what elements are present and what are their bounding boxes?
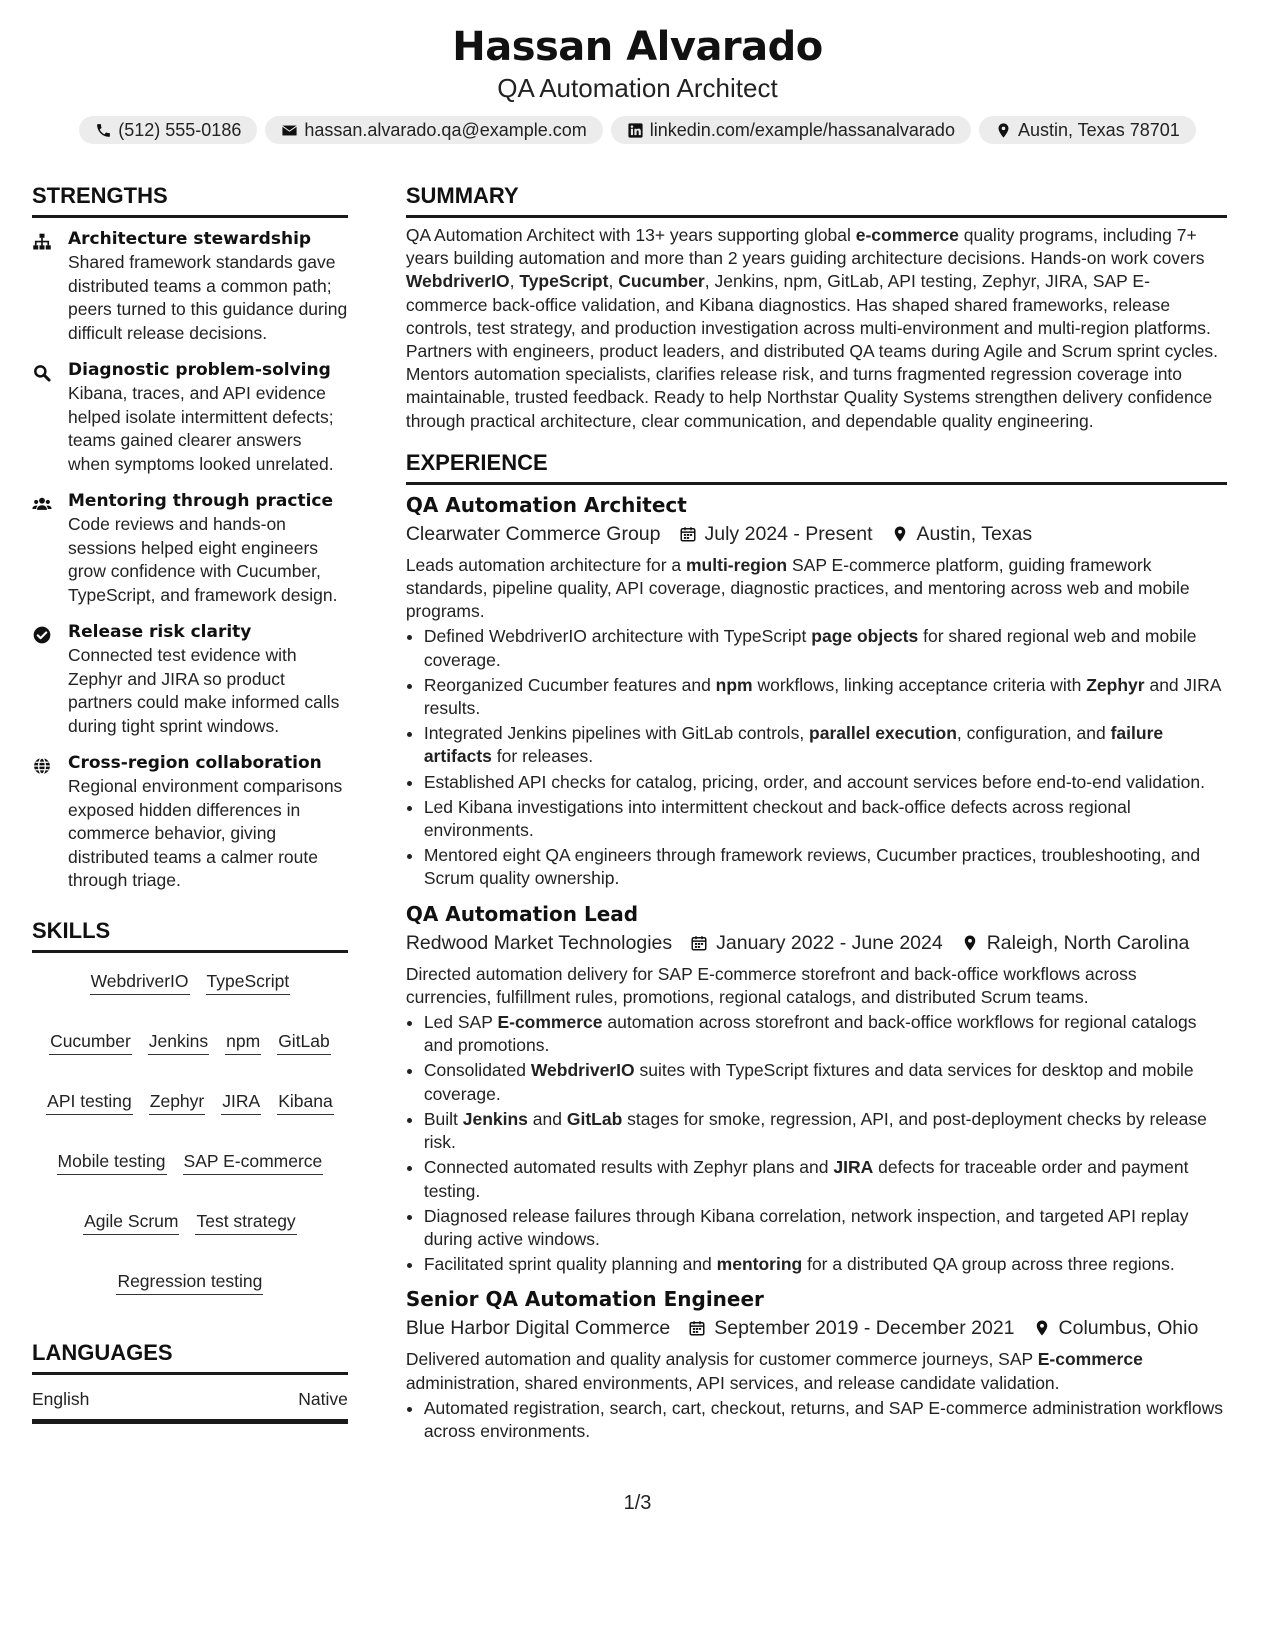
job-meta — [406, 930, 1227, 956]
job-title: QA Automation Architect — [405, 492, 687, 517]
strength-item — [32, 228, 348, 345]
skill-tag: API testing — [46, 1089, 133, 1115]
job-description: Directed automation delivery for SAP E-commerce storefront and back-office workflows across currencies, fulfillment rules, promotions, regional catalogs, and distributed Scrum teams. — [405, 963, 1137, 1007]
email-icon — [281, 122, 298, 139]
job-bullet: • Facilitated sprint quality planning and mentoring for a distributed QA group across three regions. — [424, 1253, 1227, 1276]
skill-tag: Regression testing — [116, 1269, 263, 1295]
strength-title: Architecture stewardship — [68, 229, 312, 249]
calendar-icon — [690, 934, 708, 952]
job-bullet: • Integrated Jenkins pipelines with GitLab controls, parallel execution, configuration, and failure artifacts for releases. — [424, 722, 1227, 768]
users-icon — [32, 494, 52, 514]
job-bullet: • Diagnosed release failures through Kibana correlation, network inspection, and targeted API replay during active windows. — [424, 1205, 1227, 1251]
contact-email-text: hassan.alvarado.qa@example.com — [304, 119, 587, 140]
skill-tag: GitLab — [277, 1029, 331, 1055]
skills-list — [32, 969, 348, 1295]
search-icon — [32, 363, 52, 383]
languages-heading: LANGUAGES — [32, 1339, 348, 1375]
strength-item — [32, 752, 348, 893]
skills-heading: SKILLS — [32, 917, 348, 953]
job-bullet: • Reorganized Cucumber features and npm workflows, linking acceptance criteria with Zephyr and JIRA results. — [424, 674, 1227, 720]
strength-item — [32, 621, 348, 738]
right-column — [406, 182, 1227, 1445]
contact-phone-text: (512) 555-0186 — [118, 119, 242, 140]
job-bullets — [406, 1011, 1227, 1276]
language-row — [32, 1387, 348, 1424]
strength-item — [32, 359, 348, 476]
strength-title: Mentoring through practice — [68, 491, 334, 511]
left-column — [32, 182, 348, 1445]
job-entry — [406, 1286, 1227, 1443]
candidate-name: Hassan Alvarado — [452, 24, 823, 70]
resume-header — [0, 0, 1275, 144]
check-circle-icon — [32, 625, 52, 645]
contact-bar — [0, 116, 1275, 144]
sitemap-icon — [32, 232, 52, 252]
job-bullets — [406, 625, 1227, 890]
job-company: Clearwater Commerce Group — [405, 522, 661, 545]
candidate-title: QA Automation Architect — [497, 73, 778, 103]
job-entry — [406, 492, 1227, 891]
skill-tag: Test strategy — [195, 1209, 296, 1235]
job-title: QA Automation Lead — [405, 901, 639, 926]
location-pin-icon — [961, 934, 979, 952]
job-dates: September 2019 - December 2021 — [714, 1317, 1015, 1340]
job-company: Redwood Market Technologies — [405, 931, 673, 954]
skill-tag: npm — [225, 1029, 261, 1055]
strength-desc: Connected test evidence with Zephyr and JIRA so product partners could make informed calls during tight sprint windows. — [68, 645, 340, 736]
experience-list — [406, 492, 1227, 1443]
location-pin-icon — [1033, 1319, 1051, 1337]
language-name: English — [32, 1388, 90, 1409]
strength-desc: Code reviews and hands-on sessions helped eight engineers grow confidence with Cucumber, TypeScript, and framework design. — [68, 514, 338, 605]
summary-heading: SUMMARY — [406, 182, 1227, 218]
experience-heading: EXPERIENCE — [406, 449, 1227, 485]
skill-tag: Jenkins — [148, 1029, 209, 1055]
job-meta — [406, 1315, 1227, 1341]
job-bullet: • Built Jenkins and GitLab stages for smoke, regression, API, and post-deployment checks by release risk. — [424, 1108, 1227, 1154]
globe-icon — [32, 756, 52, 776]
skill-tag: Cucumber — [49, 1029, 132, 1055]
job-bullet: • Mentored eight QA engineers through framework reviews, Cucumber practices, troubleshooting, and Scrum quality ownership. — [424, 844, 1227, 890]
job-bullet: • Automated registration, search, cart, checkout, returns, and SAP E-commerce administration workflows across environments. — [424, 1397, 1227, 1443]
job-bullet: • Connected automated results with Zephyr plans and JIRA defects for traceable order and payment testing. — [424, 1156, 1227, 1202]
job-dates: July 2024 - Present — [704, 522, 873, 545]
job-location: Raleigh, North Carolina — [986, 931, 1190, 954]
strength-desc: Kibana, traces, and API evidence helped isolate intermittent defects; teams gained clearer answers when symptoms looked unrelated. — [68, 383, 334, 474]
job-entry — [406, 901, 1227, 1277]
skill-tag: SAP E-commerce — [183, 1149, 324, 1175]
page-number: 1/3 — [623, 1492, 652, 1514]
language-level: Native — [298, 1388, 348, 1409]
strength-item — [32, 490, 348, 607]
job-bullets — [406, 1397, 1227, 1443]
linkedin-icon — [627, 122, 644, 139]
calendar-icon — [679, 525, 697, 543]
skill-tag: Zephyr — [149, 1089, 205, 1115]
skill-tag: WebdriverIO — [90, 969, 190, 995]
skill-tag: Agile Scrum — [83, 1209, 179, 1235]
job-location: Columbus, Ohio — [1058, 1317, 1199, 1340]
job-description: Leads automation architecture for a multi-region SAP E-commerce platform, guiding framework standards, pipeline quality, API coverage, diagnostic practices, and mentoring across web and mobile programs. — [405, 554, 1190, 622]
location-pin-icon — [995, 122, 1012, 139]
job-bullet: • Led Kibana investigations into intermittent checkout and back-office defects across regional environments. — [424, 796, 1227, 842]
skill-tag: Kibana — [277, 1089, 334, 1115]
contact-linkedin-text: linkedin.com/example/hassanalvarado — [649, 119, 955, 140]
strength-title: Release risk clarity — [68, 622, 252, 642]
strength-desc: Shared framework standards gave distributed teams a common path; peers turned to this guidance during difficult release decisions. — [68, 252, 348, 343]
job-description: Delivered automation and quality analysis for customer commerce journeys, SAP E-commerce administration, shared environments, API services, and release candidate validation. — [405, 1349, 1143, 1393]
job-dates: January 2022 - June 2024 — [716, 931, 943, 954]
job-bullet: • Led SAP E-commerce automation across storefront and back-office workflows for regional catalogs and promotions. — [424, 1011, 1227, 1057]
skill-tag: TypeScript — [206, 969, 291, 995]
job-title: Senior QA Automation Engineer — [405, 1287, 764, 1312]
job-bullet: • Established API checks for catalog, pricing, order, and account services before end-to-end validation. — [424, 771, 1227, 794]
phone-icon — [95, 122, 112, 139]
job-bullet: • Consolidated WebdriverIO suites with TypeScript fixtures and data services for desktop and mobile coverage. — [424, 1059, 1227, 1105]
contact-location — [979, 116, 1196, 144]
summary-text: QA Automation Architect with 13+ years supporting global e-commerce quality programs, including 7+ years building automation and more than 2 years guiding architecture decisions. Hands-on work covers WebdriverIO, TypeScript, Cucumber, Jenkins, npm, GitLab, API testing, Zephyr, JIRA, SAP E-commerce back-office validation, and Kibana diagnostics. Has shaped shared frameworks, release controls, test strategy, and production investigation across multi-environment and multi-region platforms. Partners with engineers, product leaders, and distributed QA teams during Agile and Scrum sprint cycles. Mentors automation specialists, clarifies release risk, and turns fragmented regression coverage into maintainable, trusted feedback. Ready to help Northstar Quality Systems strengthen delivery confidence through practical architecture, clear communication, and dependable quality engineering. — [405, 225, 1219, 431]
location-pin-icon — [891, 525, 909, 543]
job-bullet: • Defined WebdriverIO architecture with TypeScript page objects for shared regional web and mobile coverage. — [424, 625, 1227, 671]
job-location: Austin, Texas — [916, 522, 1033, 545]
strength-title: Cross-region collaboration — [68, 753, 322, 773]
contact-linkedin[interactable] — [611, 116, 971, 144]
calendar-icon — [688, 1319, 706, 1337]
contact-location-text: Austin, Texas 78701 — [1017, 119, 1180, 140]
contact-email[interactable] — [265, 116, 602, 144]
contact-phone[interactable] — [79, 116, 257, 144]
skill-tag: Mobile testing — [57, 1149, 167, 1175]
job-company: Blue Harbor Digital Commerce — [405, 1317, 671, 1340]
strength-title: Diagnostic problem-solving — [68, 360, 331, 380]
strengths-heading: STRENGTHS — [32, 182, 348, 218]
skill-tag: JIRA — [221, 1089, 261, 1115]
job-meta — [406, 521, 1227, 547]
strength-desc: Regional environment comparisons exposed hidden differences in commerce behavior, giving distributed teams a calmer route through triage. — [68, 776, 343, 890]
